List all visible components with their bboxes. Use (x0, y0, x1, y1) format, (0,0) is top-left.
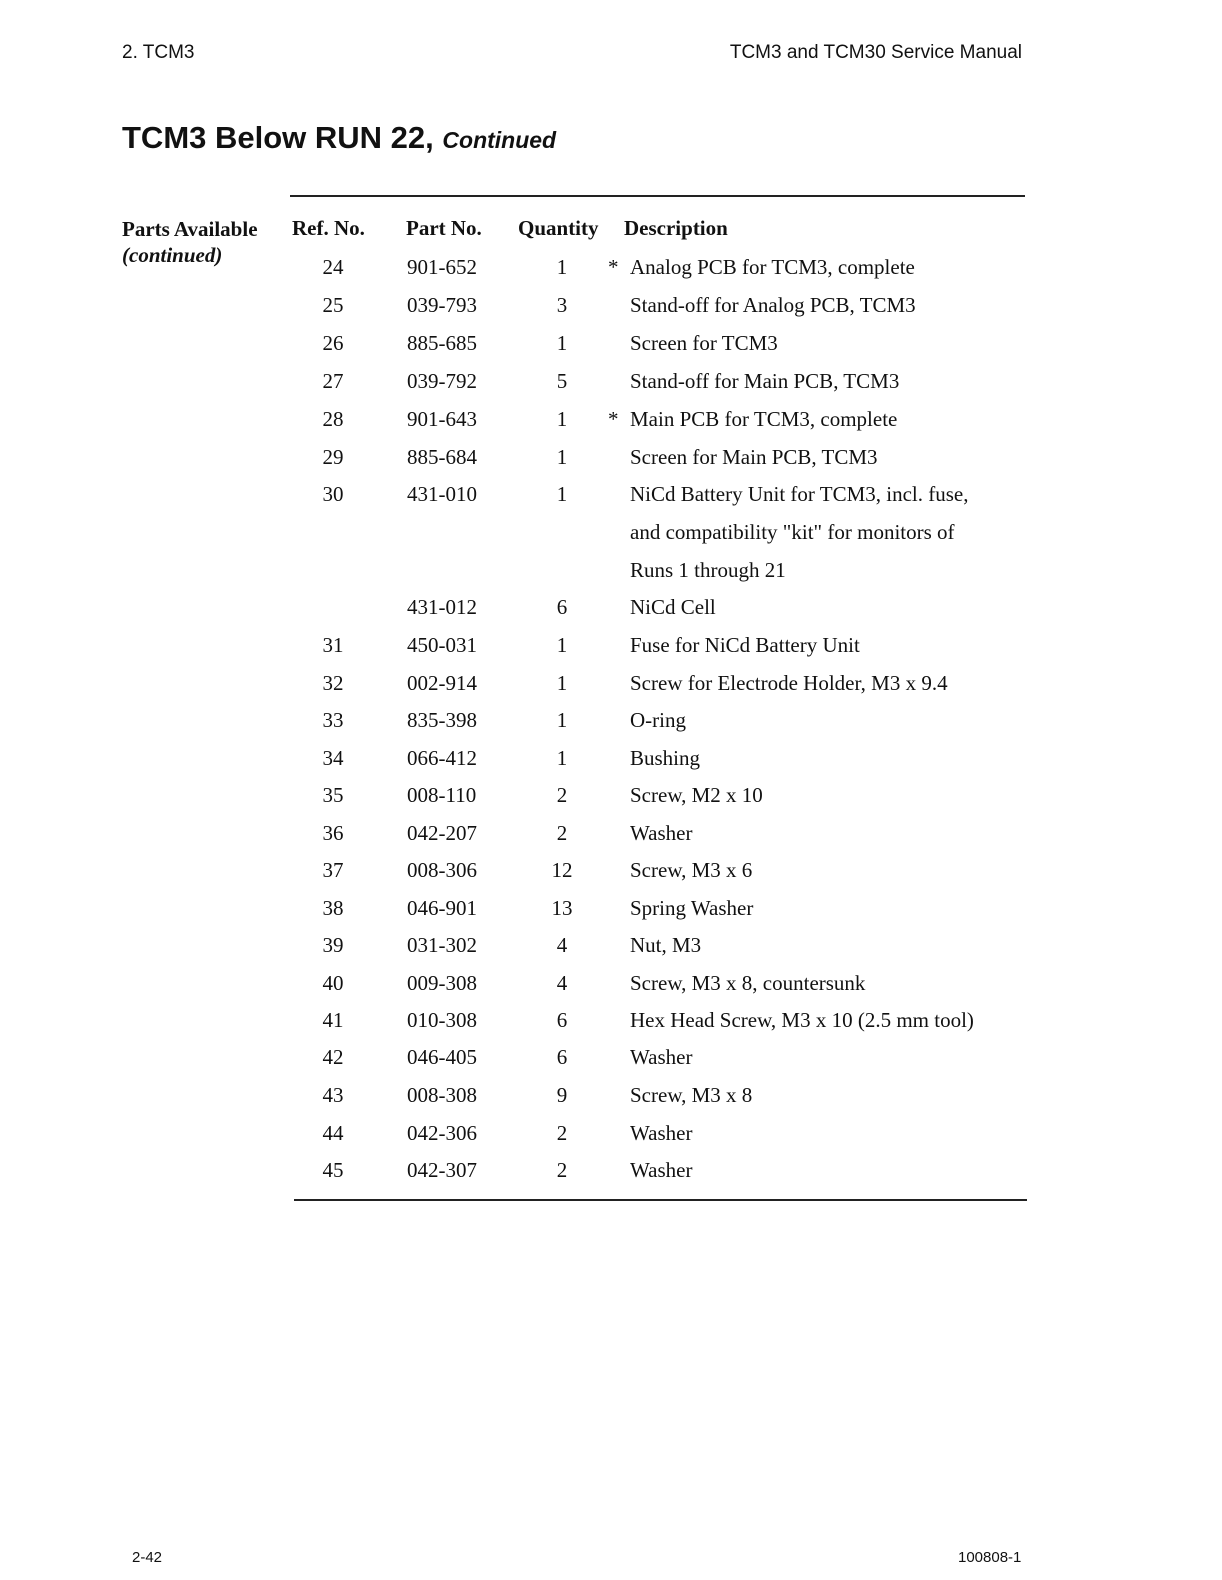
quantity-cell: 1 (556, 671, 568, 695)
part-no-cell: 002-914 (407, 671, 477, 695)
ref-no-cell: 28 (322, 407, 344, 431)
quantity-cell: 2 (556, 1158, 568, 1182)
table-row (0, 293, 1222, 329)
quantity-cell: 1 (556, 407, 568, 431)
part-no-cell: 042-207 (407, 821, 477, 845)
table-row (0, 1045, 1222, 1081)
ref-no-cell: 30 (322, 482, 344, 506)
page-title (122, 120, 556, 156)
quantity-cell: 4 (556, 971, 568, 995)
table-row (0, 482, 1222, 518)
spare-part-marker: * (608, 255, 619, 279)
table-row (0, 1121, 1222, 1157)
description-cell: NiCd Battery Unit for TCM3, incl. fuse, (630, 482, 969, 506)
description-cell: Hex Head Screw, M3 x 10 (2.5 mm tool) (630, 1008, 974, 1032)
part-no-cell: 431-010 (407, 482, 477, 506)
description-cell: Washer (630, 1045, 693, 1069)
table-row (0, 746, 1222, 782)
quantity-cell: 1 (556, 482, 568, 506)
ref-no-cell: 32 (322, 671, 344, 695)
table-row (0, 783, 1222, 819)
description-cell: Screw, M3 x 8, countersunk (630, 971, 866, 995)
ref-no-cell: 42 (322, 1045, 344, 1069)
quantity-cell: 5 (556, 369, 568, 393)
description-cell: Spring Washer (630, 896, 754, 920)
ref-no-cell: 36 (322, 821, 344, 845)
ref-no-cell: 39 (322, 933, 344, 957)
table-row (0, 1083, 1222, 1119)
description-cell: Washer (630, 1121, 693, 1145)
quantity-cell: 6 (556, 1008, 568, 1032)
description-cell: Washer (630, 1158, 693, 1182)
ref-no-cell: 27 (322, 369, 344, 393)
table-row (0, 708, 1222, 744)
description-cell: Analog PCB for TCM3, complete (630, 255, 915, 279)
quantity-cell: 1 (556, 708, 568, 732)
table-row (0, 671, 1222, 707)
quantity-cell: 12 (551, 858, 573, 882)
quantity-cell: 4 (556, 933, 568, 957)
ref-no-cell: 35 (322, 783, 344, 807)
ref-no-cell: 41 (322, 1008, 344, 1032)
part-no-cell: 042-306 (407, 1121, 477, 1145)
description-cell: NiCd Cell (630, 595, 716, 619)
table-row (0, 633, 1222, 669)
column-header-quantity: Quantity (518, 216, 599, 240)
table-row (0, 1008, 1222, 1044)
description-cell: Stand-off for Analog PCB, TCM3 (630, 293, 916, 317)
table-row (0, 331, 1222, 367)
part-no-cell: 009-308 (407, 971, 477, 995)
part-no-cell: 039-793 (407, 293, 477, 317)
description-cell: Runs 1 through 21 (630, 558, 786, 582)
quantity-cell: 6 (556, 595, 568, 619)
part-no-cell: 042-307 (407, 1158, 477, 1182)
table-top-rule (290, 195, 1025, 197)
description-cell: and compatibility "kit" for monitors of (630, 520, 955, 544)
table-row (0, 1158, 1222, 1194)
ref-no-cell: 33 (322, 708, 344, 732)
description-cell: Fuse for NiCd Battery Unit (630, 633, 860, 657)
description-cell: Stand-off for Main PCB, TCM3 (630, 369, 900, 393)
parts-available-continued: (continued) (122, 243, 223, 267)
header-section-label: 2. TCM3 (122, 42, 195, 63)
quantity-cell: 1 (556, 633, 568, 657)
part-no-cell: 046-901 (407, 896, 477, 920)
ref-no-cell: 24 (322, 255, 344, 279)
ref-no-cell: 25 (322, 293, 344, 317)
description-cell: Screw for Electrode Holder, M3 x 9.4 (630, 671, 948, 695)
quantity-cell: 1 (556, 746, 568, 770)
header-manual-title: TCM3 and TCM30 Service Manual (729, 42, 1022, 63)
description-cell: Washer (630, 821, 693, 845)
part-no-cell: 885-684 (407, 445, 477, 469)
quantity-cell: 9 (556, 1083, 568, 1107)
part-no-cell: 008-308 (407, 1083, 477, 1107)
column-header-ref-no: Ref. No. (292, 216, 365, 240)
quantity-cell: 1 (556, 255, 568, 279)
description-cell: Screen for TCM3 (630, 331, 778, 355)
part-no-cell: 901-652 (407, 255, 477, 279)
description-cell: Screw, M3 x 8 (630, 1083, 753, 1107)
part-no-cell: 008-306 (407, 858, 477, 882)
table-row (0, 858, 1222, 894)
part-no-cell: 885-685 (407, 331, 477, 355)
table-row (0, 558, 1222, 594)
table-row (0, 896, 1222, 932)
ref-no-cell: 34 (322, 746, 344, 770)
column-header-part-no: Part No. (406, 216, 482, 240)
ref-no-cell: 40 (322, 971, 344, 995)
table-row (0, 445, 1222, 481)
spare-part-marker: * (608, 407, 619, 431)
part-no-cell: 008-110 (407, 783, 477, 807)
table-row (0, 369, 1222, 405)
ref-no-cell: 38 (322, 896, 344, 920)
ref-no-cell: 26 (322, 331, 344, 355)
table-row (0, 971, 1222, 1007)
quantity-cell: 2 (556, 783, 568, 807)
table-row (0, 520, 1222, 556)
description-cell: Main PCB for TCM3, complete (630, 407, 898, 431)
description-cell: Screw, M2 x 10 (630, 783, 763, 807)
part-no-cell: 046-405 (407, 1045, 477, 1069)
table-row (0, 933, 1222, 969)
quantity-cell: 2 (556, 1121, 568, 1145)
description-cell: O-ring (630, 708, 686, 732)
description-cell: Screw, M3 x 6 (630, 858, 753, 882)
ref-no-cell: 37 (322, 858, 344, 882)
table-row (0, 595, 1222, 631)
ref-no-cell: 31 (322, 633, 344, 657)
document-code: 100808-1 (958, 1549, 1022, 1566)
description-cell: Screen for Main PCB, TCM3 (630, 445, 878, 469)
page-title-continued: Continued (442, 127, 557, 153)
part-no-cell: 431-012 (407, 595, 477, 619)
page-number: 2-42 (132, 1549, 163, 1566)
table-row (0, 407, 1222, 443)
quantity-cell: 1 (556, 445, 568, 469)
quantity-cell: 1 (556, 331, 568, 355)
quantity-cell: 13 (551, 896, 573, 920)
page-title-main: TCM3 Below RUN 22, (122, 120, 434, 155)
part-no-cell: 450-031 (407, 633, 477, 657)
part-no-cell: 901-643 (407, 407, 477, 431)
parts-available-heading: Parts Available (122, 217, 258, 241)
part-no-cell: 835-398 (407, 708, 477, 732)
quantity-cell: 2 (556, 821, 568, 845)
column-header-description: Description (624, 216, 728, 240)
quantity-cell: 3 (556, 293, 568, 317)
part-no-cell: 031-302 (407, 933, 477, 957)
part-no-cell: 066-412 (407, 746, 477, 770)
table-row (0, 821, 1222, 857)
ref-no-cell: 29 (322, 445, 344, 469)
ref-no-cell: 43 (322, 1083, 344, 1107)
quantity-cell: 6 (556, 1045, 568, 1069)
ref-no-cell: 45 (322, 1158, 344, 1182)
description-cell: Bushing (630, 746, 701, 770)
part-no-cell: 039-792 (407, 369, 477, 393)
description-cell: Nut, M3 (630, 933, 702, 957)
part-no-cell: 010-308 (407, 1008, 477, 1032)
table-row (0, 255, 1222, 291)
table-bottom-rule (294, 1199, 1027, 1201)
ref-no-cell: 44 (322, 1121, 344, 1145)
